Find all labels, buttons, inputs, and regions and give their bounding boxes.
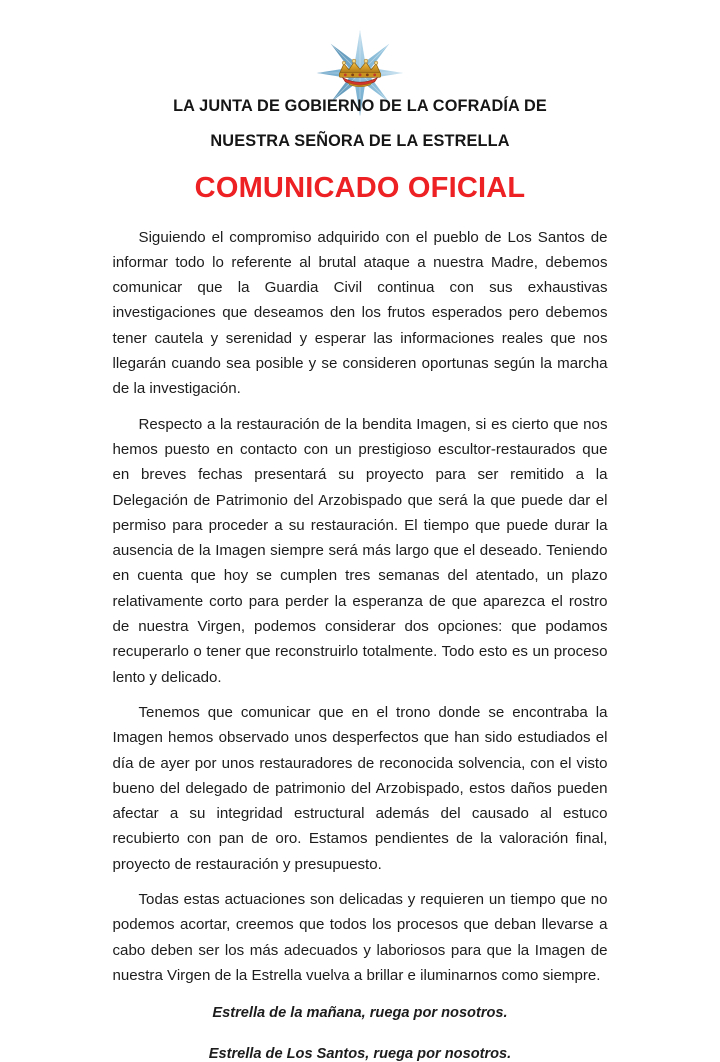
- document-body: [113, 203, 608, 989]
- emblem-container: [0, 0, 720, 92]
- document-heading-block: [0, 98, 720, 203]
- heading-line-2: NUESTRA SEÑORA DE LA ESTRELLA: [210, 132, 510, 151]
- closing-line-1: Estrella de la mañana, ruega por nosotros.: [212, 1005, 508, 1022]
- closing-invocations: [113, 988, 608, 1061]
- paragraph: Respecto a la restauración de la bendita Imagen, si es cierto que nos hemos puesto en contacto con un prestigioso escultor-restaurados que en breves fechas presentará su proyecto para ser remitido a la Delegación de Patrimonio del Arzobispado que será la que puede dar el permiso para proceder a su restauración. El tiempo que puede durar la ausencia de la Imagen siempre será más largo que el deseado. Teniendo en cuenta que hoy se cumplen tres semanas del atentado, un plazo relativamente corto para perder la esperanza de que aparezca el rostro de nuestra Virgen, podemos considerar dos opciones: que podamos recuperarlo o tener que reconstruirlo totalmente. Todo esto es un proceso lento y delicado.: [112, 415, 608, 686]
- page-title: COMUNICADO OFICIAL: [194, 171, 526, 204]
- paragraph: Tenemos que comunicar que en el trono donde se encontraba la Imagen hemos observado unos desperfectos que han sido estudiados el día de ayer por unos restauradores de reconocida solvencia, con el visto bueno del delegado de patrimonio del Arzobispado, estos daños pueden afectar a su integridad estructural además del causado al estuco recubierto con pan de oro. Estamos pendientes de la valoración final, proyecto de restauración y presupuesto.: [112, 703, 608, 873]
- heading-line-1: LA JUNTA DE GOBIERNO DE LA COFRADÍA DE: [173, 97, 547, 115]
- closing-line-2: Estrella de Los Santos, ruega por nosotros.: [208, 1045, 512, 1062]
- paragraph: Todas estas actuaciones son delicadas y requieren un tiempo que no podemos acortar, creemos que todos los procesos que deban llevarse a cabo deben ser los más adecuados y laboriosos para que la Imagen de nuestra Virgen de la Estrella vuelva a brillar e iluminarnos como siempre.: [112, 891, 608, 984]
- paragraph: Siguiendo el compromiso adquirido con el pueblo de Los Santos de informar todo lo referente al brutal ataque a nuestra Madre, debemos comunicar que la Guardia Civil continua con sus exhaustivas investigaciones que deseamos den los frutos esperados pero debemos tener cautela y serenidad y esperar las informaciones reales que nos llegarán cuando sea posible y se consideren oportunas según la marcha de la investigación.: [112, 228, 608, 398]
